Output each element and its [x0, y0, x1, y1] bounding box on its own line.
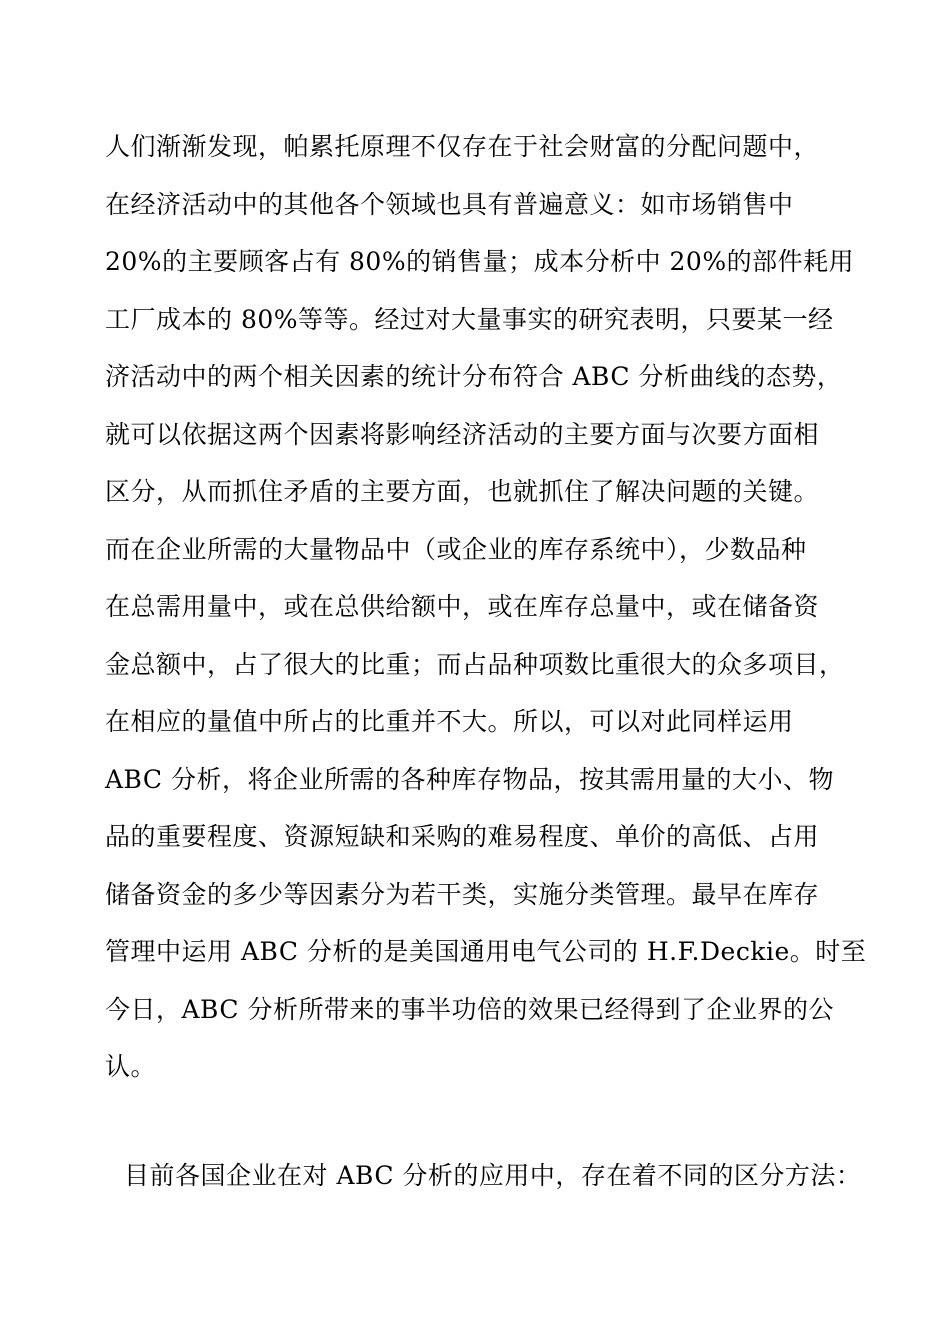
body-paragraph-2	[124, 1147, 884, 1205]
text-line: 在相应的量值中所占的比重并不大。所以，可以对此同样运用	[105, 707, 794, 736]
text-line: 今日，ABC 分析所带来的事半功倍的效果已经得到了企业界的公	[105, 994, 834, 1024]
text-line: 认。	[105, 1052, 157, 1081]
text-line: 在经济活动中的其他各个领域也具有普遍意义：如市场销售中	[105, 189, 794, 219]
text-line: 济活动中的两个相关因素的统计分布符合 ABC 分析曲线的态势，	[105, 362, 843, 391]
text-line: 人们渐渐发现，帕累托原理不仅存在于社会财富的分配问题中，	[105, 132, 820, 161]
text-line: 管理中运用 ABC 分析的是美国通用电气公司的 H.F.Deckie。时至	[105, 937, 867, 966]
text-line: 区分，从而抓住矛盾的主要方面，也就抓住了解决问题的关键。	[105, 477, 820, 506]
text-line: 而在企业所需的大量物品中（或企业的库存系统中），少数品种	[105, 534, 807, 564]
text-line: 金总额中，占了很大的比重；而占品种项数比重很大的众多项目，	[105, 649, 845, 679]
text-line: 目前各国企业在对 ABC 分析的应用中，存在着不同的区分方法：	[124, 1161, 862, 1190]
body-paragraph-1	[105, 118, 865, 1096]
text-line: 工厂成本的 80%等等。经过对大量事实的研究表明，只要某一经	[105, 304, 834, 334]
text-line: ABC 分析，将企业所需的各种库存物品，按其需用量的大小、物	[105, 764, 834, 794]
text-line: 储备资金的多少等因素分为若干类，实施分类管理。最早在库存	[105, 879, 820, 909]
text-line: 在总需用量中，或在总供给额中，或在库存总量中，或在储备资	[105, 592, 820, 621]
text-line: 品的重要程度、资源短缺和采购的难易程度、单价的高低、占用	[105, 822, 820, 851]
text-line: 就可以依据这两个因素将影响经济活动的主要方面与次要方面相	[105, 419, 820, 449]
text-line: 20%的主要顾客占有 80%的销售量；成本分析中 20%的部件耗用	[105, 247, 855, 276]
